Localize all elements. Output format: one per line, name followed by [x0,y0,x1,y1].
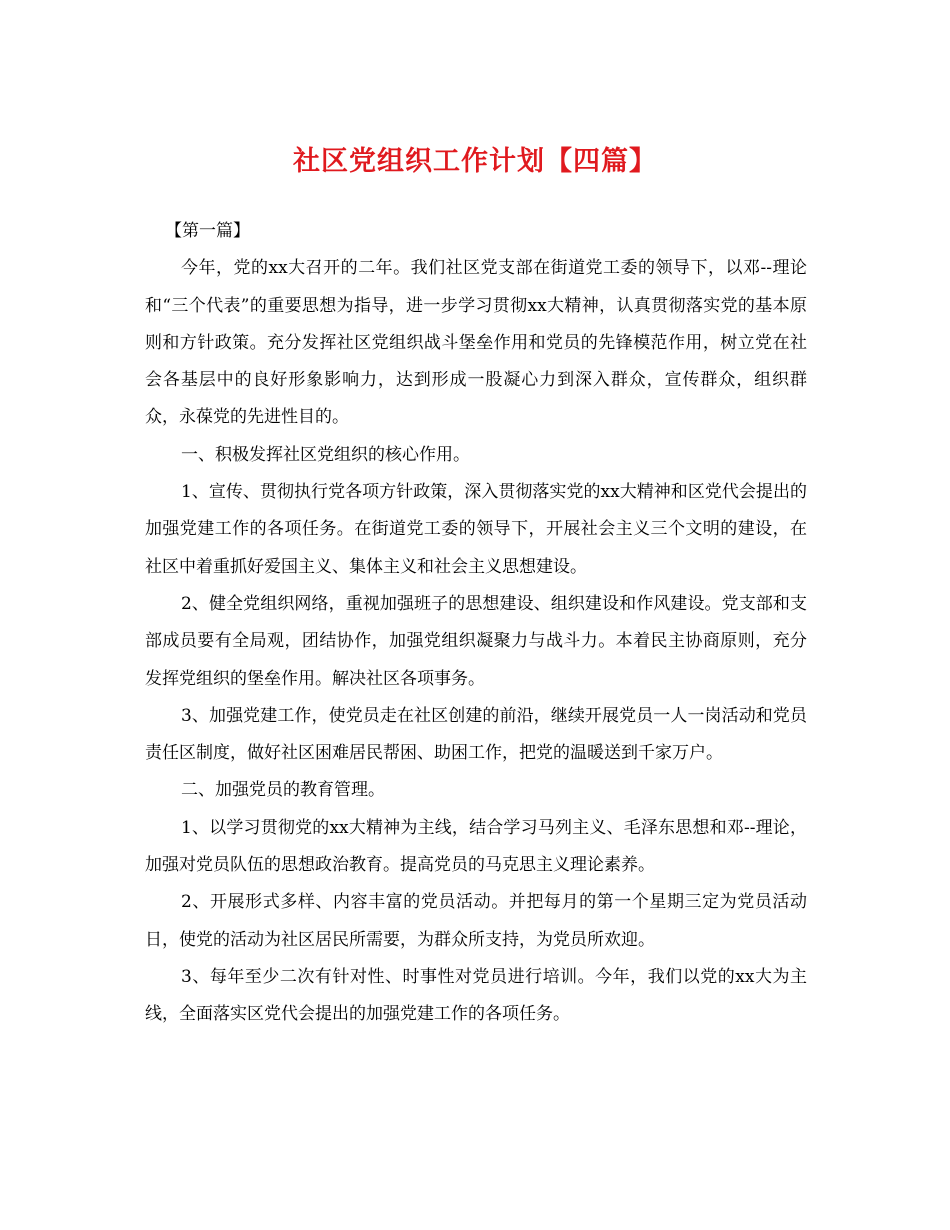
document-title: 社区党组织工作计划【四篇】 [293,146,657,177]
heading-member-education: 二、加强党员的教育管理。 [181,780,385,801]
paragraph-item-1-2: 2、健全党组织网络，重视加强班子的思想建设、组织建设和作风建设。党支部和支部成员要有全局观，团结协作，加强党组织凝聚力与战斗力。本着民主协商原则，充分发挥党组织的堡垒作用。解决社区各项事务。 [145,593,807,689]
paragraph-item-1-1: 1、宣传、贯彻执行党各项方针政策，深入贯彻落实党的xx大精神和区党代会提出的加强党建工作的各项任务。在街道党工委的领导下，开展社会主义三个文明的建设，在社区中着重抓好爱国主义、集体主义和社会主义思想建设。 [145,482,807,577]
heading-core-role: 一、积极发挥社区党组织的核心作用。 [181,444,470,465]
paragraph-item-2-1: 1、以学习贯彻党的xx大精神为主线，结合学习马列主义、毛泽东思想和邓--理论，加强对党员队伍的思想政治教育。提高党员的马克思主义理论素养。 [145,817,807,876]
paragraph-item-1-3: 3、加强党建工作，使党员走在社区创建的前沿，继续开展党员一人一岗活动和党员责任区制度，做好社区困难居民帮困、助困工作，把党的温暖送到千家万户。 [145,705,807,764]
paragraph-item-2-2: 2、开展形式多样、内容丰富的党员活动。并把每月的第一个星期三定为党员活动日，使党的活动为社区居民所需要，为群众所支持，为党员所欢迎。 [145,892,807,950]
section-label: 【第一篇】 [165,221,250,241]
paragraph-intro: 今年，党的xx大召开的二年。我们社区党支部在街道党工委的领导下，以邓--理论和“三个代表”的重要思想为指导，进一步学习贯彻xx大精神，认真贯彻落实党的基本原则和方针政策。充分发挥社区党组织战斗堡垒作用和党员的先锋模范作用，树立党在社会各基层中的良好形象影响力，达到形成一股凝心力到深入群众，宣传群众，组织群众，永葆党的先进性目的。 [145,258,807,428]
paragraph-item-2-3: 3、每年至少二次有针对性、时事性对党员进行培训。今年，我们以党的xx大为主线，全面落实区党代会提出的加强党建工作的各项任务。 [145,966,807,1025]
document-body [145,213,807,1034]
